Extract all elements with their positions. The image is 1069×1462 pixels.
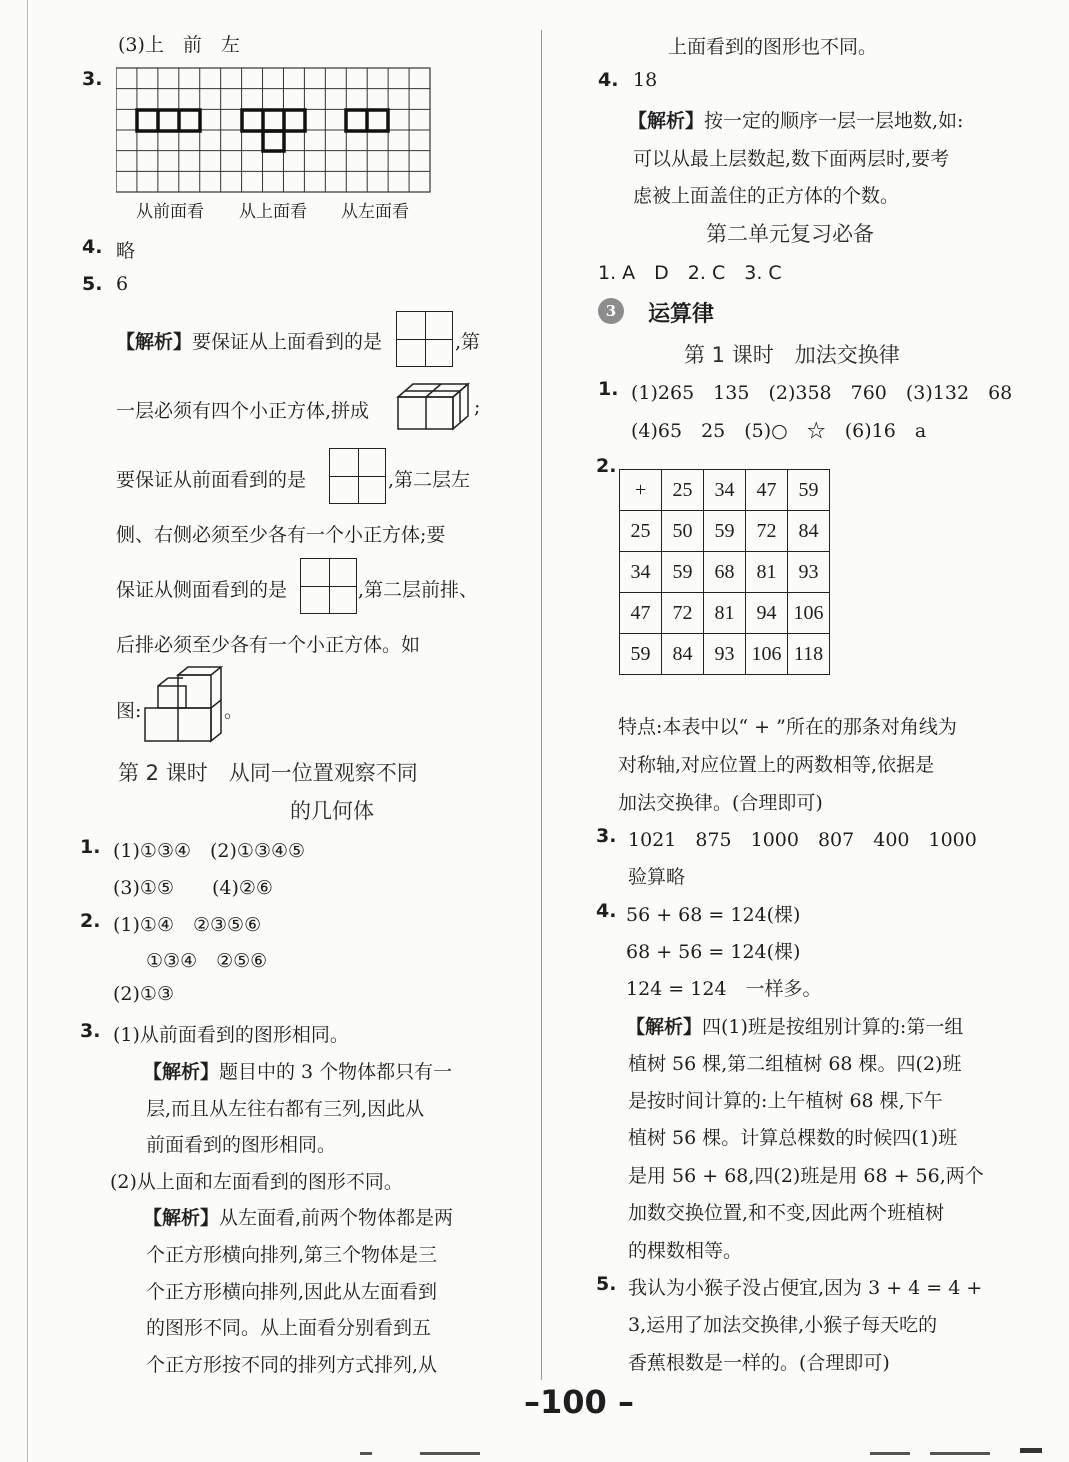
page-number: –100 – bbox=[524, 1383, 634, 1421]
b1-line1: (1)265 135 (2)358 760 (3)132 68 bbox=[631, 382, 1013, 404]
table-cell: 84 bbox=[662, 634, 704, 675]
r-q4-explanation-line3: 虑被上面盖住的正方体的个数。 bbox=[633, 185, 900, 207]
table-cell: 59 bbox=[704, 511, 746, 552]
table-cell: 81 bbox=[746, 552, 788, 593]
b1-line2: (4)65 25 (5)○ ☆ (6)16 a bbox=[631, 420, 927, 442]
a3-line1: (1)从前面看到的图形相同。 bbox=[113, 1024, 349, 1046]
grid-label-front: 从前面看 bbox=[136, 202, 204, 222]
q5-explanation-line7: 图: bbox=[116, 700, 142, 722]
table-cell: 59 bbox=[620, 634, 662, 675]
table-cell: 93 bbox=[704, 634, 746, 675]
q5-answer: 6 bbox=[116, 273, 129, 295]
q5-explanation-line4: 侧、右侧必须至少各有一个小正方体;要 bbox=[116, 524, 446, 546]
a3-explanation2-line4: 的图形不同。从上面看分别看到五 bbox=[146, 1317, 432, 1339]
b3-number: 3. bbox=[596, 825, 617, 847]
a3-line2: (2)从上面和左面看到的图形不同。 bbox=[110, 1171, 403, 1193]
b4-line3: 124 = 124 一样多。 bbox=[626, 978, 822, 1000]
a1-number: 1. bbox=[80, 836, 101, 858]
q3-number: 3. bbox=[82, 68, 103, 90]
r-q4-explanation-line1: 【解析】按一定的顺序一层一层地数,如: bbox=[628, 110, 964, 132]
r-q4-explanation-line2: 可以从最上层数起,数下面两层时,要考 bbox=[633, 148, 950, 170]
table-cell: 93 bbox=[788, 552, 830, 593]
a3-explanation1-line2: 层,而且从左往右都有三列,因此从 bbox=[146, 1098, 425, 1120]
b4-line1: 56 + 68 = 124(棵) bbox=[626, 904, 801, 926]
a3-explanation2-line2: 个正方形横向排列,第三个物体是三 bbox=[146, 1244, 438, 1266]
table-row bbox=[620, 634, 830, 675]
table-cell: 106 bbox=[746, 634, 788, 675]
b1-number: 1. bbox=[598, 378, 619, 400]
a2-line3: (2)①③ bbox=[113, 983, 174, 1005]
left-margin-line bbox=[27, 0, 28, 1462]
a3-explanation1-line3: 前面看到的图形相同。 bbox=[146, 1134, 337, 1156]
table-row bbox=[620, 552, 830, 593]
view-grid-figure bbox=[116, 67, 432, 194]
table-cell: 72 bbox=[662, 593, 704, 634]
b3-line2: 验算略 bbox=[628, 866, 686, 888]
table-cell: 94 bbox=[746, 593, 788, 634]
q5-explanation-line1-tail: ,第 bbox=[455, 331, 481, 353]
a3-explanation1-line1: 【解析】题目中的 3 个物体都只有一 bbox=[143, 1061, 453, 1083]
chapter-badge bbox=[598, 298, 624, 324]
a3-explanation2-line5: 个正方形按不同的排列方式排列,从 bbox=[146, 1354, 438, 1376]
q5-explanation-line1: 【解析】要保证从上面看到的是 bbox=[116, 331, 383, 353]
grid-label-left: 从左面看 bbox=[341, 202, 409, 222]
a3-number: 3. bbox=[80, 1020, 101, 1042]
table-cell: 47 bbox=[620, 593, 662, 634]
grid-label-top: 从上面看 bbox=[239, 202, 307, 222]
q5-explanation-line3-tail: ,第二层左 bbox=[388, 469, 471, 491]
table-cell: 50 bbox=[662, 511, 704, 552]
scan-mark bbox=[930, 1452, 990, 1455]
a3-explanation2-line3: 个正方形横向排列,因此从左面看到 bbox=[146, 1281, 438, 1303]
r-q4-answer: 18 bbox=[633, 69, 658, 91]
b4-explanation-line4: 植树 56 棵。计算总棵数的时候四(1)班 bbox=[628, 1127, 958, 1149]
table-cell: 68 bbox=[704, 552, 746, 593]
q5-explanation-line5-tail: ,第二层前排、 bbox=[358, 579, 479, 601]
lesson1-title: 第 1 课时 加法交换律 bbox=[684, 343, 900, 367]
b5-number: 5. bbox=[596, 1273, 617, 1295]
feature-line1: 特点:本表中以“ + ”所在的那条对角线为 bbox=[618, 716, 957, 738]
table-cell: 72 bbox=[746, 511, 788, 552]
table-cell: 25 bbox=[662, 470, 704, 511]
square-view-figure bbox=[396, 311, 453, 367]
table-cell: + bbox=[620, 470, 662, 511]
q2-answer-3: (3)上 前 左 bbox=[118, 34, 240, 56]
table-row bbox=[620, 593, 830, 634]
feature-line3: 加法交换律。(合理即可) bbox=[618, 792, 823, 814]
square-view-figure-side bbox=[300, 558, 357, 614]
b3-line1: 1021 875 1000 807 400 1000 bbox=[628, 829, 977, 851]
lesson2-title: 第 2 课时 从同一位置观察不同 bbox=[118, 761, 418, 785]
scan-mark bbox=[870, 1452, 910, 1455]
unit2-review-title: 第二单元复习必备 bbox=[706, 222, 874, 246]
q4-answer: 略 bbox=[116, 240, 136, 262]
b4-explanation-line5: 是用 56 + 68,四(2)班是用 68 + 56,两个 bbox=[628, 1165, 984, 1187]
q5-explanation-line2: 一层必须有四个小正方体,拼成 bbox=[116, 400, 370, 422]
a1-line2: (3)①⑤ (4)②⑥ bbox=[113, 877, 273, 899]
table-cell: 118 bbox=[788, 634, 830, 675]
table-cell: 106 bbox=[788, 593, 830, 634]
b4-explanation-line7: 的棵数相等。 bbox=[628, 1240, 743, 1262]
cube-stack-figure bbox=[143, 664, 223, 744]
table-row bbox=[620, 511, 830, 552]
table-cell: 34 bbox=[704, 470, 746, 511]
a2-number: 2. bbox=[80, 910, 101, 932]
q4-number: 4. bbox=[82, 236, 103, 258]
chapter-title: 运算律 bbox=[648, 302, 715, 327]
column-divider bbox=[541, 30, 542, 1380]
cube-layer-figure bbox=[396, 382, 472, 432]
b4-line2: 68 + 56 = 124(棵) bbox=[626, 941, 801, 963]
a2-line2: ①③④ ②⑤⑥ bbox=[146, 950, 268, 972]
table-row bbox=[620, 470, 830, 511]
b4-explanation-line3: 是按时间计算的:上午植树 68 棵,下午 bbox=[628, 1090, 943, 1112]
scan-mark bbox=[1020, 1448, 1042, 1453]
chapter-number-icon: 3 bbox=[598, 298, 624, 324]
b5-line3: 香蕉根数是一样的。(合理即可) bbox=[628, 1352, 890, 1374]
scan-mark bbox=[360, 1452, 372, 1455]
q5-explanation-line5: 保证从侧面看到的是 bbox=[116, 579, 288, 601]
q5-number: 5. bbox=[82, 273, 103, 295]
r-continued-line: 上面看到的图形也不同。 bbox=[668, 36, 878, 58]
scan-mark bbox=[420, 1452, 480, 1455]
table-cell: 59 bbox=[662, 552, 704, 593]
b4-number: 4. bbox=[596, 900, 617, 922]
a2-line1: (1)①④ ②③⑤⑥ bbox=[113, 914, 262, 936]
addition-table bbox=[619, 469, 830, 675]
b4-explanation-line6: 加数交换位置,和不变,因此两个班植树 bbox=[628, 1202, 945, 1224]
table-cell: 84 bbox=[788, 511, 830, 552]
square-view-figure-front bbox=[329, 448, 386, 504]
b2-number: 2. bbox=[596, 455, 617, 477]
unit2-answers: 1. A D 2. C 3. C bbox=[598, 262, 782, 284]
q5-explanation-line7-tail: 。 bbox=[224, 700, 244, 722]
table-cell: 59 bbox=[788, 470, 830, 511]
q5-explanation-line3: 要保证从前面看到的是 bbox=[116, 469, 307, 491]
q5-explanation-line6: 后排必须至少各有一个小正方体。如 bbox=[116, 634, 421, 656]
r-q4-number: 4. bbox=[598, 69, 619, 91]
lesson2-title-cont: 的几何体 bbox=[290, 799, 374, 823]
table-cell: 47 bbox=[746, 470, 788, 511]
table-cell: 34 bbox=[620, 552, 662, 593]
feature-line2: 对称轴,对应位置上的两数相等,依据是 bbox=[618, 754, 935, 776]
b4-explanation-line2: 植树 56 棵,第二组植树 68 棵。四(2)班 bbox=[628, 1053, 962, 1075]
q5-explanation-line2-tail: ; bbox=[474, 396, 481, 418]
table-cell: 81 bbox=[704, 593, 746, 634]
table-cell: 25 bbox=[620, 511, 662, 552]
a1-line1: (1)①③④ (2)①③④⑤ bbox=[113, 840, 306, 862]
b5-line2: 3,运用了加法交换律,小猴子每天吃的 bbox=[628, 1314, 938, 1336]
b4-explanation-line1: 【解析】四(1)班是按组别计算的:第一组 bbox=[626, 1016, 964, 1038]
b5-line1: 我认为小猴子没占便宜,因为 3 + 4 = 4 + bbox=[628, 1277, 983, 1299]
a3-explanation2-line1: 【解析】从左面看,前两个物体都是两 bbox=[143, 1207, 454, 1229]
